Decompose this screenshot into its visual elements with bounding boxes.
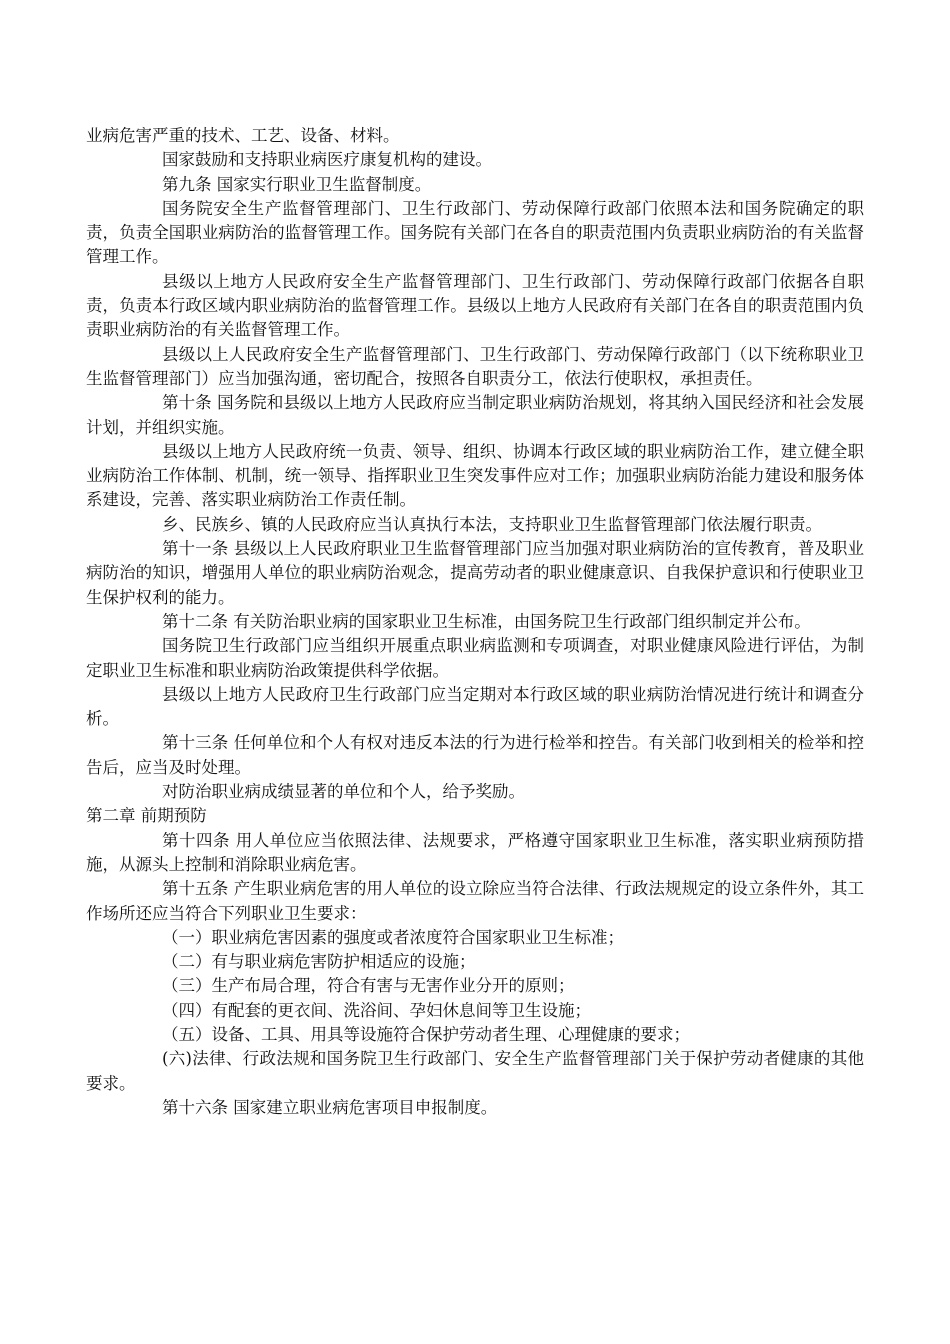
paragraph: 国务院安全生产监督管理部门、卫生行政部门、劳动保障行政部门依照本法和国务院确定的职责，负责全国职业病防治的监督管理工作。国务院有关部门在各自的职责范围内负责职业病防治的有关监督管理工作。 [86, 198, 864, 267]
paragraph: 国家鼓励和支持职业病医疗康复机构的建设。 [162, 150, 492, 170]
paragraph-continuation: 业病危害严重的技术、工艺、设备、材料。 [86, 126, 400, 145]
article-9-heading: 第九条 国家实行职业卫生监督制度。 [162, 174, 432, 194]
list-item: （五）设备、工具、用具等设施符合保护劳动者生理、心理健康的要求； [162, 1024, 690, 1044]
article-10-paragraph: 第十条 国务院和县级以上地方人民政府应当制定职业病防治规划，将其纳入国民经济和社会发展计划，并组织实施。 [86, 393, 864, 437]
article-15-paragraph: 第十五条 产生职业病危害的用人单位的设立除应当符合法律、行政法规规定的设立条件外，其工作场所还应当符合下列职业卫生要求： [86, 879, 864, 923]
paragraph: 对防治职业病成绩显著的单位和个人，给予奖励。 [162, 782, 525, 802]
list-item: （四）有配套的更衣间、洗浴间、孕妇休息间等卫生设施； [162, 1000, 591, 1020]
article-11-paragraph: 第十一条 县级以上人民政府职业卫生监督管理部门应当加强对职业病防治的宣传教育，普及职业病防治的知识，增强用人单位的职业病防治观念，提高劳动者的职业健康意识、自我保护意识和行使职业卫生保护权利的能力。 [86, 539, 864, 607]
article-12-paragraph: 第十二条 有关防治职业病的国家职业卫生标准，由国务院卫生行政部门组织制定并公布。 [162, 611, 811, 631]
paragraph: 县级以上地方人民政府统一负责、领导、组织、协调本行政区域的职业病防治工作，建立健全职业病防治工作体制、机制，统一领导、指挥职业卫生突发事件应对工作；加强职业病防治能力建设和服务体系建设，完善、落实职业病防治工作责任制。 [86, 441, 864, 510]
paragraph: 乡、民族乡、镇的人民政府应当认真执行本法，支持职业卫生监督管理部门依法履行职责。 [162, 514, 822, 534]
paragraph: 县级以上人民政府安全生产监督管理部门、卫生行政部门、劳动保障行政部门（以下统称职业卫生监督管理部门）应当加强沟通，密切配合，按照各自职责分工，依法行使职权，承担责任。 [86, 344, 864, 388]
article-16-heading: 第十六条 国家建立职业病危害项目申报制度。 [162, 1097, 498, 1117]
paragraph: 国务院卫生行政部门应当组织开展重点职业病监测和专项调查，对职业健康风险进行评估，为制定职业卫生标准和职业病防治政策提供科学依据。 [86, 636, 864, 680]
list-item: (六)法律、行政法规和国务院卫生行政部门、安全生产监督管理部门关于保护劳动者健康的其他要求。 [86, 1049, 864, 1093]
paragraph: 县级以上地方人民政府卫生行政部门应当定期对本行政区域的职业病防治情况进行统计和调查分析。 [86, 684, 864, 729]
paragraph: 县级以上地方人民政府安全生产监督管理部门、卫生行政部门、劳动保障行政部门依据各自职责，负责本行政区域内职业病防治的监督管理工作。县级以上地方人民政府有关部门在各自的职责范围内负责职业病防治的有关监督管理工作。 [86, 271, 864, 340]
article-13-paragraph: 第十三条 任何单位和个人有权对违反本法的行为进行检举和控告。有关部门收到相关的检举和控告后，应当及时处理。 [86, 733, 864, 777]
article-14-paragraph: 第十四条 用人单位应当依照法律、法规要求，严格遵守国家职业卫生标准，落实职业病预防措施，从源头上控制和消除职业病危害。 [86, 830, 864, 874]
chapter-heading: 第二章 前期预防 [86, 806, 207, 826]
list-item: （一）职业病危害因素的强度或者浓度符合国家职业卫生标准； [162, 927, 624, 947]
list-item: （二）有与职业病危害防护相适应的设施； [162, 952, 476, 972]
list-item: （三）生产布局合理，符合有害与无害作业分开的原则； [162, 976, 575, 996]
document-body [86, 124, 864, 1120]
